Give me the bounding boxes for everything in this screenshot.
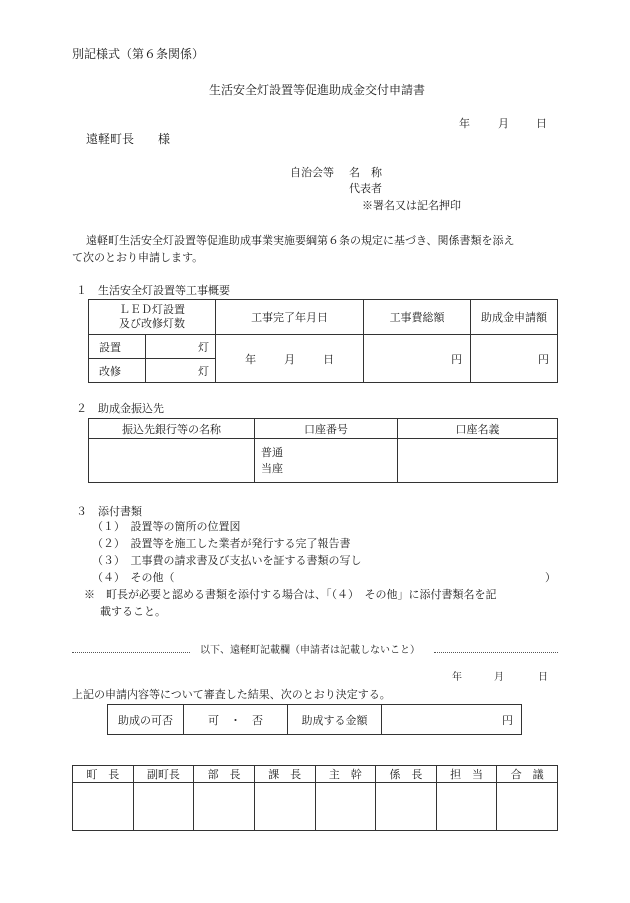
stamp-box-subsection-chief[interactable] bbox=[376, 783, 437, 831]
stamp-box-deputy-mayor[interactable] bbox=[133, 783, 194, 831]
completion-date-header: 工事完了年月日 bbox=[216, 300, 364, 335]
decision-table bbox=[107, 704, 522, 735]
stamp-header-director: 部 長 bbox=[194, 766, 255, 783]
approval-label-cell: 助成の可否 bbox=[108, 705, 184, 735]
application-date-day: 日 bbox=[536, 117, 547, 130]
approval-options-cell[interactable]: 可 ・ 否 bbox=[184, 705, 288, 735]
grant-request-unit: 円 bbox=[538, 352, 549, 366]
document-title: 生活安全灯設置等促進助成金交付申請書 bbox=[209, 83, 426, 97]
grant-request-header: 助成金申請額 bbox=[471, 300, 558, 335]
attachment-note-line2: 載すること。 bbox=[100, 605, 166, 618]
completion-date-cell[interactable] bbox=[216, 335, 364, 383]
account-holder-cell[interactable] bbox=[398, 439, 558, 483]
attachment-item-2: （２） 設置等を施工した業者が発行する完了報告書 bbox=[92, 537, 351, 550]
repair-row-label: 改修 bbox=[89, 359, 146, 383]
repair-count-cell[interactable] bbox=[146, 359, 216, 383]
section2-heading: ２ 助成金振込先 bbox=[76, 402, 164, 415]
install-row-label: 設置 bbox=[89, 335, 146, 359]
stamp-header-subsection-chief: 係 長 bbox=[376, 766, 437, 783]
bank-transfer-table bbox=[88, 418, 558, 483]
stamp-box-staff[interactable] bbox=[436, 783, 497, 831]
led-count-header-line2: 及び改修灯数 bbox=[119, 317, 186, 330]
decision-date-year: 年 bbox=[452, 672, 462, 683]
org-name-label: 名 称 bbox=[349, 166, 382, 179]
section1-heading: １ 生活安全灯設置等工事概要 bbox=[76, 284, 230, 297]
account-holder-header: 口座名義 bbox=[398, 419, 558, 439]
application-date-month: 月 bbox=[498, 117, 509, 130]
attachment-item-3: （３） 工事費の請求書及び支払いを証する書類の写し bbox=[92, 554, 362, 567]
total-cost-cell[interactable] bbox=[364, 335, 471, 383]
attachment-note-line1: ※ 町長が必要と認める書類を添付する場合は、「（４） その他」に添付書類名を記 bbox=[84, 588, 497, 601]
stamp-box-mayor[interactable] bbox=[73, 783, 134, 831]
bank-name-cell[interactable] bbox=[89, 439, 255, 483]
account-type-current: 当座 bbox=[261, 461, 283, 475]
completion-year: 年 bbox=[245, 352, 257, 366]
stamp-header-supervisor: 主 幹 bbox=[315, 766, 376, 783]
stamp-header-deputy-mayor: 副町長 bbox=[133, 766, 194, 783]
form-label: 別記様式（第６条関係） bbox=[72, 47, 205, 61]
application-date-year: 年 bbox=[459, 117, 470, 130]
account-number-header: 口座番号 bbox=[255, 419, 398, 439]
intro-line-1: 遠軽町生活安全灯設置等促進助成事業実施要綱第６条の規定に基づき、関係書類を添え bbox=[86, 234, 515, 247]
seal-note: ※署名又は記名押印 bbox=[362, 199, 461, 212]
completion-month: 月 bbox=[284, 352, 296, 366]
representative-label: 代表者 bbox=[349, 182, 382, 195]
bank-name-header: 振込先銀行等の名称 bbox=[89, 419, 255, 439]
grant-amount-unit: 円 bbox=[502, 713, 513, 727]
stamp-header-staff: 担 当 bbox=[436, 766, 497, 783]
divider-dots-right bbox=[434, 652, 558, 653]
divider-dots-left bbox=[72, 652, 190, 653]
completion-day: 日 bbox=[323, 352, 335, 366]
stamp-header-section-chief: 課 長 bbox=[254, 766, 315, 783]
stamp-box-supervisor[interactable] bbox=[315, 783, 376, 831]
decision-date-month: 月 bbox=[494, 672, 504, 683]
intro-line-2: て次のとおり申請します。 bbox=[72, 251, 204, 264]
section3-heading: ３ 添付書類 bbox=[76, 505, 142, 518]
stamp-box-section-chief[interactable] bbox=[254, 783, 315, 831]
approval-stamp-table bbox=[72, 765, 558, 831]
attachment-item-4-close: ） bbox=[545, 571, 556, 584]
account-number-cell[interactable] bbox=[255, 439, 398, 483]
decision-date-day: 日 bbox=[538, 672, 548, 683]
stamp-header-mayor: 町 長 bbox=[73, 766, 134, 783]
grant-amount-label-cell: 助成する金額 bbox=[288, 705, 382, 735]
decision-statement: 上記の申請内容等について審査した結果、次のとおり決定する。 bbox=[72, 688, 391, 701]
grant-request-cell[interactable] bbox=[471, 335, 558, 383]
addressee: 遠軽町長 様 bbox=[86, 132, 171, 146]
led-count-header-line1: ＬＥＤ灯設置 bbox=[119, 302, 186, 316]
stamp-box-consultation[interactable] bbox=[497, 783, 558, 831]
total-cost-header: 工事費総額 bbox=[364, 300, 471, 335]
grant-amount-value-cell[interactable] bbox=[382, 705, 522, 735]
org-label: 自治会等 bbox=[290, 166, 334, 179]
repair-unit: 灯 bbox=[198, 364, 210, 378]
install-count-cell[interactable] bbox=[146, 335, 216, 359]
official-use-divider-label: 以下、遠軽町記載欄（申請者は記載しないこと） bbox=[200, 645, 420, 656]
led-count-header bbox=[89, 300, 216, 335]
attachment-item-1: （１） 設置等の箇所の位置図 bbox=[92, 520, 241, 533]
install-unit: 灯 bbox=[198, 340, 210, 354]
account-type-ordinary: 普通 bbox=[261, 445, 283, 459]
construction-summary-table bbox=[88, 299, 558, 383]
total-cost-unit: 円 bbox=[451, 352, 463, 366]
attachment-item-4: （４） その他（ bbox=[92, 571, 175, 584]
stamp-header-consultation: 合 議 bbox=[497, 766, 558, 783]
stamp-box-director[interactable] bbox=[194, 783, 255, 831]
